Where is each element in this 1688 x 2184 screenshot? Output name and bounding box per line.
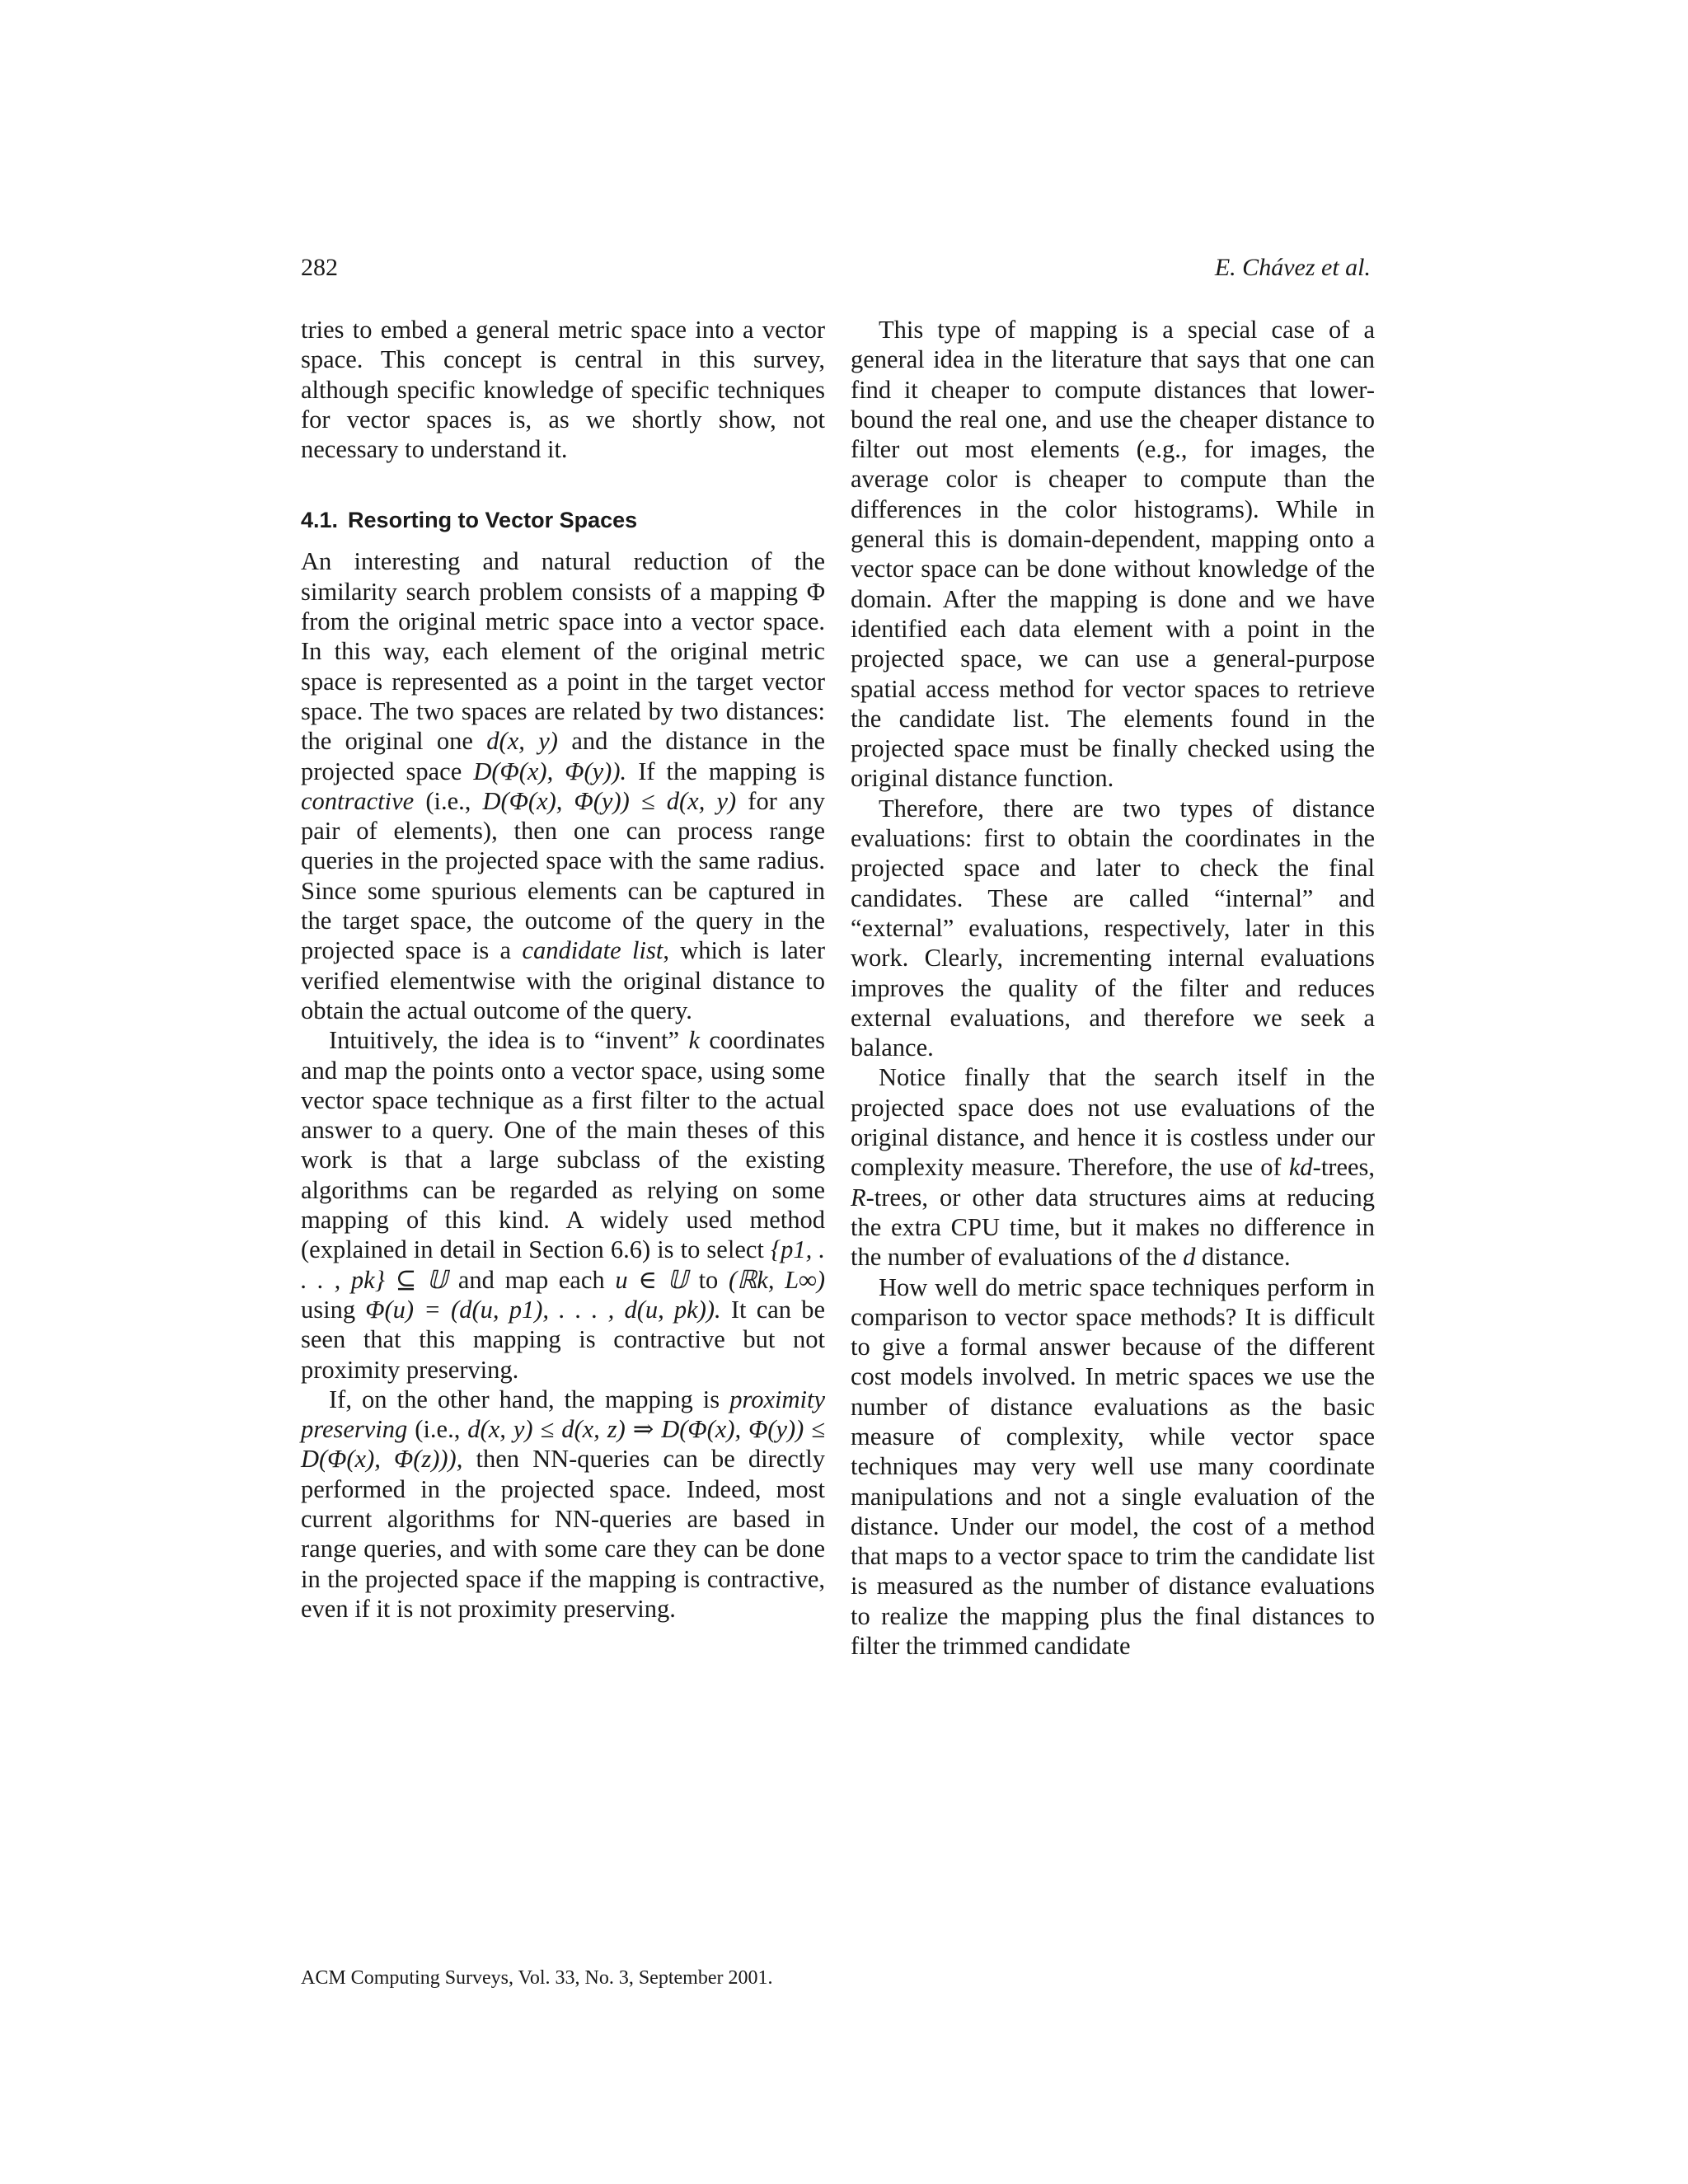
term-candidate-list: candidate list xyxy=(522,936,663,965)
paragraph-mapping-definition: An interesting and natural reduction of the similarity search problem consists of a mapping Φ from the original metric space into a vector space. In this way, each element of the original metric space is represented as a point in the target vector space. The two spaces are related by two distances: the original one d(x, y) and the distance in the projected space D(Φ(x), Φ(y)). If the mapping is contractive (i.e., D(Φ(x), Φ(y)) ≤ d(x, y) for any pair of elements), then one can process range queries in the projected space with the same radius. Since some spurious elements can be captured in the target space, the outcome of the query in the projected space is a candidate list, which is later verified elementwise with the original distance to obtain the actual outcome of the query. xyxy=(301,547,826,1024)
formula-original-distance: d(x, y) xyxy=(486,727,558,756)
paragraph-proximity-preserving: If, on the other hand, the mapping is proximity preserving (i.e., d(x, y) ≤ d(x, z) ⇒ D(Φ(x), Φ(y)) ≤ D(Φ(x), Φ(z))), then NN-queries can be directly performed in the projected space. Indeed, most current algorithms for NN-queries are based in range queries, and with some care they can be done in the projected space if the mapping is contractive, even if it is not proximity preserving. xyxy=(301,1385,826,1623)
paragraph-invent-coordinates: Intuitively, the idea is to “invent” k coordinates and map the points onto a vector space, using some vector space technique as a first filter to the actual answer to a query. One of the main theses of this work is that a large subclass of the existing algorithms can be regarded as relying on some mapping of this kind. A widely used method (explained in detail in Section 6.6) is to select {p1, . . . , pk} ⊆ 𝕌 and map each u ∈ 𝕌 to (ℝk, L∞) using Φ(u) = (d(u, p1), . . . , d(u, pk)). It can be seen that this mapping is contractive but not proximity preserving. xyxy=(301,1026,826,1384)
formula-pivot-set: {p1, . . . , pk} ⊆ 𝕌 xyxy=(301,1235,826,1294)
formula-R: R xyxy=(851,1183,866,1212)
formula-kd: kd xyxy=(1288,1153,1313,1182)
page-number: 282 xyxy=(301,254,338,281)
paragraph-costless-search: Notice finally that the search itself in the projected space does not use evaluations of the original distance, and hence it is costless under our complexity measure. Therefore, the use of kd-trees, R-trees, or other data structures aims at reducing the extra CPU time, but it makes no difference in the number of evaluations of the d distance. xyxy=(851,1063,1376,1272)
paragraph-lower-bound: This type of mapping is a special case of a general idea in the literature that says that one can find it cheaper to compute distances that lower-bound the real one, and use the cheaper distance to filter out most elements (e.g., for images, the average color is cheaper to compute than the differences in the color histograms). While in general this is domain-dependent, mapping onto a vector space can be done without knowledge of the domain. After the mapping is done and we have identified each data element with a point in the projected space, we can use a general-purpose spatial access method for vector spaces to retrieve the candidate list. The elements found in the projected space must be finally checked using the original distance function. xyxy=(851,316,1375,793)
right-column xyxy=(851,315,1375,1661)
left-column xyxy=(301,315,825,1624)
formula-phi-mapping: Φ(u) = (d(u, p1), . . . , d(u, pk)). xyxy=(365,1295,721,1324)
section-number: 4.1. xyxy=(301,508,339,533)
paragraph-cost-comparison: How well do metric space techniques perform in comparison to vector space methods? It is difficult to give a formal answer because of the different cost models involved. In metric spaces we use the number of distance evaluations as the basic measure of complexity, while vector space techniques may very well use many coordinate manipulations and not a single evaluation of the distance. Under our model, the cost of a method that maps to a vector space to trim the candidate list is measured as the number of distance evaluations to realize the mapping plus the final distances to filter the trimmed candidate xyxy=(851,1272,1375,1661)
paragraph-internal-external: Therefore, there are two types of distance evaluations: first to obtain the coordinates in the projected space and later to check the final candidates. These are called “internal” and “external” evaluations, respectively, later in this work. Clearly, incrementing internal evaluations improves the quality of the filter and reduces external evaluations, and therefore we seek a balance. xyxy=(851,794,1375,1062)
term-contractive: contractive xyxy=(301,786,415,815)
journal-citation-footer: ACM Computing Surveys, Vol. 33, No. 3, September 2001. xyxy=(301,1967,773,1989)
section-title: Resorting to Vector Spaces xyxy=(348,508,638,533)
term-proximity-preserving: proximity preserving xyxy=(301,1385,825,1444)
formula-contractive-inequality: D(Φ(x), Φ(y)) ≤ d(x, y) xyxy=(482,786,737,815)
formula-proximity-condition: d(x, y) ≤ d(x, z) ⇒ D(Φ(x), Φ(y)) ≤ D(Φ(x), Φ(z))), xyxy=(301,1415,826,1474)
formula-u-in-U: u ∈ 𝕌 xyxy=(615,1265,688,1294)
formula-d: d xyxy=(1183,1243,1196,1272)
running-head-authors: E. Chávez et al. xyxy=(1214,254,1371,281)
running-header xyxy=(301,251,1371,284)
formula-k: k xyxy=(688,1026,701,1055)
formula-projected-distance: D(Φ(x), Φ(y)). xyxy=(473,757,627,785)
paragraph-intro-continued: tries to embed a general metric space into a vector space. This concept is central in this survey, although specific knowledge of specific techniques for vector spaces is, as we shortly show, not necessary to understand it. xyxy=(301,316,825,464)
section-heading xyxy=(301,504,825,537)
formula-target-space: (ℝk, L∞) xyxy=(728,1265,826,1294)
